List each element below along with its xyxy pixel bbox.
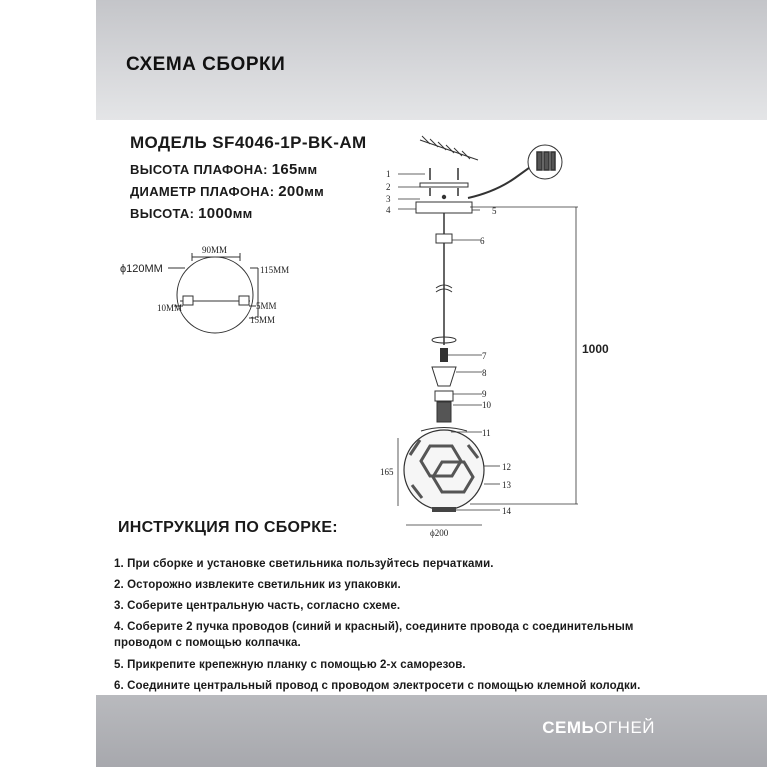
mount-right-label: 115ММ (260, 265, 290, 275)
part-number-12: 12 (502, 462, 511, 472)
cable-grip (440, 348, 448, 362)
part-number-6: 6 (480, 236, 485, 246)
page-title: СХЕМА СБОРКИ (126, 54, 286, 75)
brand-light: ОГНЕЙ (594, 718, 655, 737)
brand-logo (542, 718, 655, 738)
lamp-socket (437, 402, 451, 422)
screws (430, 168, 458, 196)
lamp-cup (432, 367, 456, 386)
instruction-step: 3. Соберите центральную часть, согласно схеме. (114, 600, 401, 612)
part-number-10: 10 (482, 400, 491, 410)
height-dimension-label: 1000 (582, 342, 609, 356)
part-number-13: 13 (502, 480, 511, 490)
spec-unit: мм (304, 184, 325, 199)
part-number-11: 11 (482, 428, 491, 438)
part-number-9: 9 (482, 389, 487, 399)
instruction-step: 4. Соберите 2 пучка проводов (синий и красный), соедините провода с соединительным проводом с помощью колпачка. (114, 621, 634, 649)
terminal-block-icon (537, 152, 555, 170)
mount-left-small-label: 10ММ (157, 303, 183, 313)
part-number-2: 2 (386, 182, 391, 192)
part-number-4: 4 (386, 205, 391, 215)
instruction-steps (114, 556, 674, 699)
mounting-bracket (420, 183, 468, 187)
lamp-shade (404, 428, 484, 513)
spec-label: ДИАМЕТР ПЛАФОНА: (130, 184, 275, 199)
spec-value: 200 (278, 183, 305, 200)
lamp-nut (435, 391, 453, 401)
instruction-step: 1. При сборке и установке светильника пользуйтесь перчатками. (114, 558, 494, 570)
spec-value: 1000 (198, 205, 233, 222)
mount-diameter-label: ϕ120ММ (120, 263, 163, 275)
part-number-7: 7 (482, 351, 487, 361)
brand-bold: СЕМЬ (542, 718, 595, 737)
part-number-8: 8 (482, 368, 487, 378)
mount-plate-drawing (168, 253, 258, 333)
mount-width-label: 90ММ (202, 245, 228, 255)
spec-value: 165 (271, 161, 298, 178)
spec-unit: мм (232, 206, 253, 221)
shade-height-label: 165 (380, 467, 394, 477)
model-value: SF4046-1P-BK-AM (212, 133, 367, 152)
instructions-title: ИНСТРУКЦИЯ ПО СБОРКЕ: (118, 519, 338, 536)
footer-banner (96, 695, 767, 767)
cable-lock (436, 234, 452, 243)
instruction-step: 6. Соедините центральный провод с проводом электросети с помощью клемной колодки. (114, 680, 641, 692)
ceiling-canopy (416, 202, 472, 213)
part-number-3: 3 (386, 194, 391, 204)
instruction-step: 2. Осторожно извлеките светильник из упаковки. (114, 579, 401, 591)
mount-right-small-top-label: 5ММ (256, 301, 277, 311)
shade-diameter-label: ϕ200 (430, 528, 449, 538)
spec-label: ВЫСОТА: (130, 206, 195, 221)
ceiling-hatch (420, 136, 478, 160)
instruction-step: 5. Прикрепите крепежную планку с помощью 2-х саморезов. (114, 659, 466, 671)
part-number-5: 5 (492, 206, 497, 216)
model-label: МОДЕЛЬ (130, 133, 208, 152)
mount-plate-circle (177, 257, 253, 333)
spec-unit: мм (297, 162, 318, 177)
spec-label: ВЫСОТА ПЛАФОНА: (130, 162, 268, 177)
bracket-screw (442, 195, 446, 199)
part-number-1: 1 (386, 169, 391, 179)
part-number-14: 14 (502, 506, 511, 516)
mount-right-small-bottom-label: 15ММ (250, 315, 276, 325)
